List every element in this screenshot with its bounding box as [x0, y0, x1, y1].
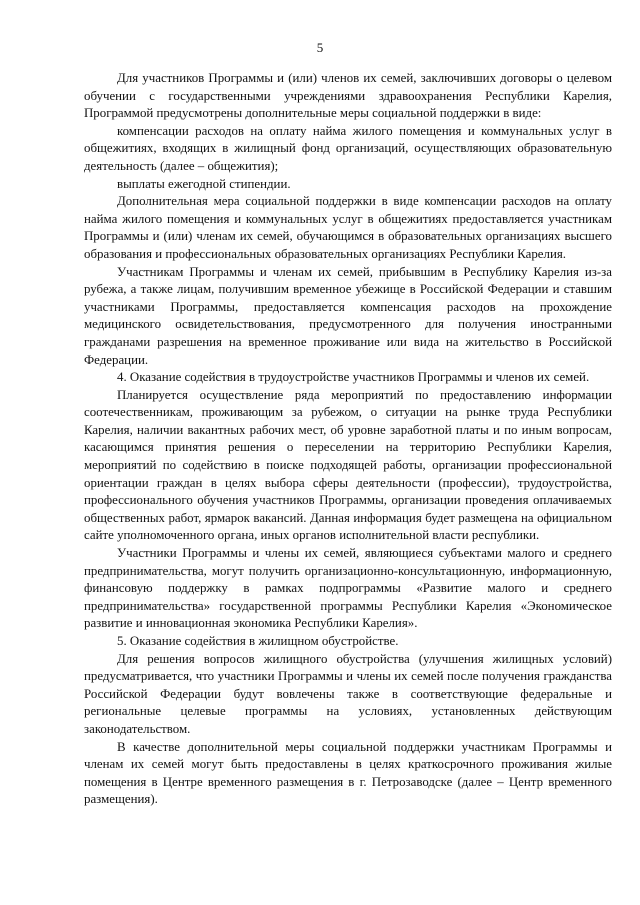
paragraph-dormitory-compensation: компенсации расходов на оплату найма жилого помещения и коммунальных услуг в общежитиях, входящих в жилищный фонд организаций, осуществляющих образовательную деятельность (далее – общежития); — [84, 123, 612, 173]
paragraph-targeted-training-measures: Для участников Программы и (или) членов их семей, заключивших договоры о целевом обучении с государственными учреждениями здравоохранения Республики Карелия, Программой предусмотрены дополнительные меры социальной поддержки в виде: — [84, 71, 612, 121]
page-number: 5 — [316, 40, 324, 55]
paragraph-housing-programs: Для решения вопросов жилищного обустройства (улучшения жилищных условий) предусматривается, что участники Программы и члены их семей после получения гражданства Российской Федерации будут вовлечены также в соответствующие федеральные и региональные целевые программы на условиях, установленных действующим законодательством. — [84, 651, 612, 736]
paragraph-business-support: Участники Программы и члены их семей, являющиеся субъектами малого и среднего предпринимательства, могут получить организационно-консультационную, информационную, финансовую поддержку в рамках подпрограммы «Развитие малого и среднего предпринимательства» государственной программы Республики Карелия «Экономическое развитие и инновационная экономика Республики Карелия». — [84, 546, 612, 631]
section-heading-employment-assistance: 4. Оказание содействия в трудоустройстве участников Программы и членов их семей. — [117, 370, 590, 385]
paragraph-dormitory-support-eligibility: Дополнительная мера социальной поддержки в виде компенсации расходов на оплату найма жилого помещения и коммунальных услуг в общежитиях предоставляется участникам Программы и (или) членам их семей, обучающимся в образовательных организациях высшего образования и профессиональных образовательных организациях Республики Карелия. — [84, 194, 612, 261]
section-heading-housing-assistance: 5. Оказание содействия в жилищном обустройстве. — [117, 634, 399, 648]
paragraph-annual-stipend: выплаты ежегодной стипендии. — [117, 176, 291, 191]
paragraph-temporary-accommodation-center: В качестве дополнительной меры социальной поддержки участникам Программы и членам их семей могут быть предоставлены в целях краткосрочного проживания жилые помещения в Центре временного размещения в г. Петрозаводске (далее – Центр временного размещения). — [84, 739, 612, 807]
document-body — [84, 70, 612, 809]
paragraph-medical-exam-compensation: Участникам Программы и членам их семей, прибывшим в Республику Карелия из-за рубежа, а также лицам, получившим временное убежище в Российской Федерации и ставшим участниками Программы, предоставляется компенсация расходов на прохождение медицинского освидетельствования, предусмотренного для получения иностранными гражданами разрешения на временное проживание или вида на жительство в Российской Федерации. — [84, 264, 612, 367]
paragraph-labor-market-information: Планируется осуществление ряда мероприятий по предоставлению информации соотечественникам, проживающим за рубежом, о ситуации на рынке труда Республики Карелия, наличии вакантных рабочих мест, об уровне заработной платы и по иным вопросам, касающимся принятия решения о переселении на территорию Республики Карелия, мероприятий по содействию в поиске подходящей работы, организации профессиональной ориентации граждан в целях выбора сферы деятельности (профессии), трудоустройства, профессионального обучения участников Программы, организации проведения оплачиваемых общественных работ, ярмарок вакансий. Данная информация будет размещена на официальном сайте уполномоченного органа, иных органов исполнительной власти республики. — [84, 387, 612, 543]
